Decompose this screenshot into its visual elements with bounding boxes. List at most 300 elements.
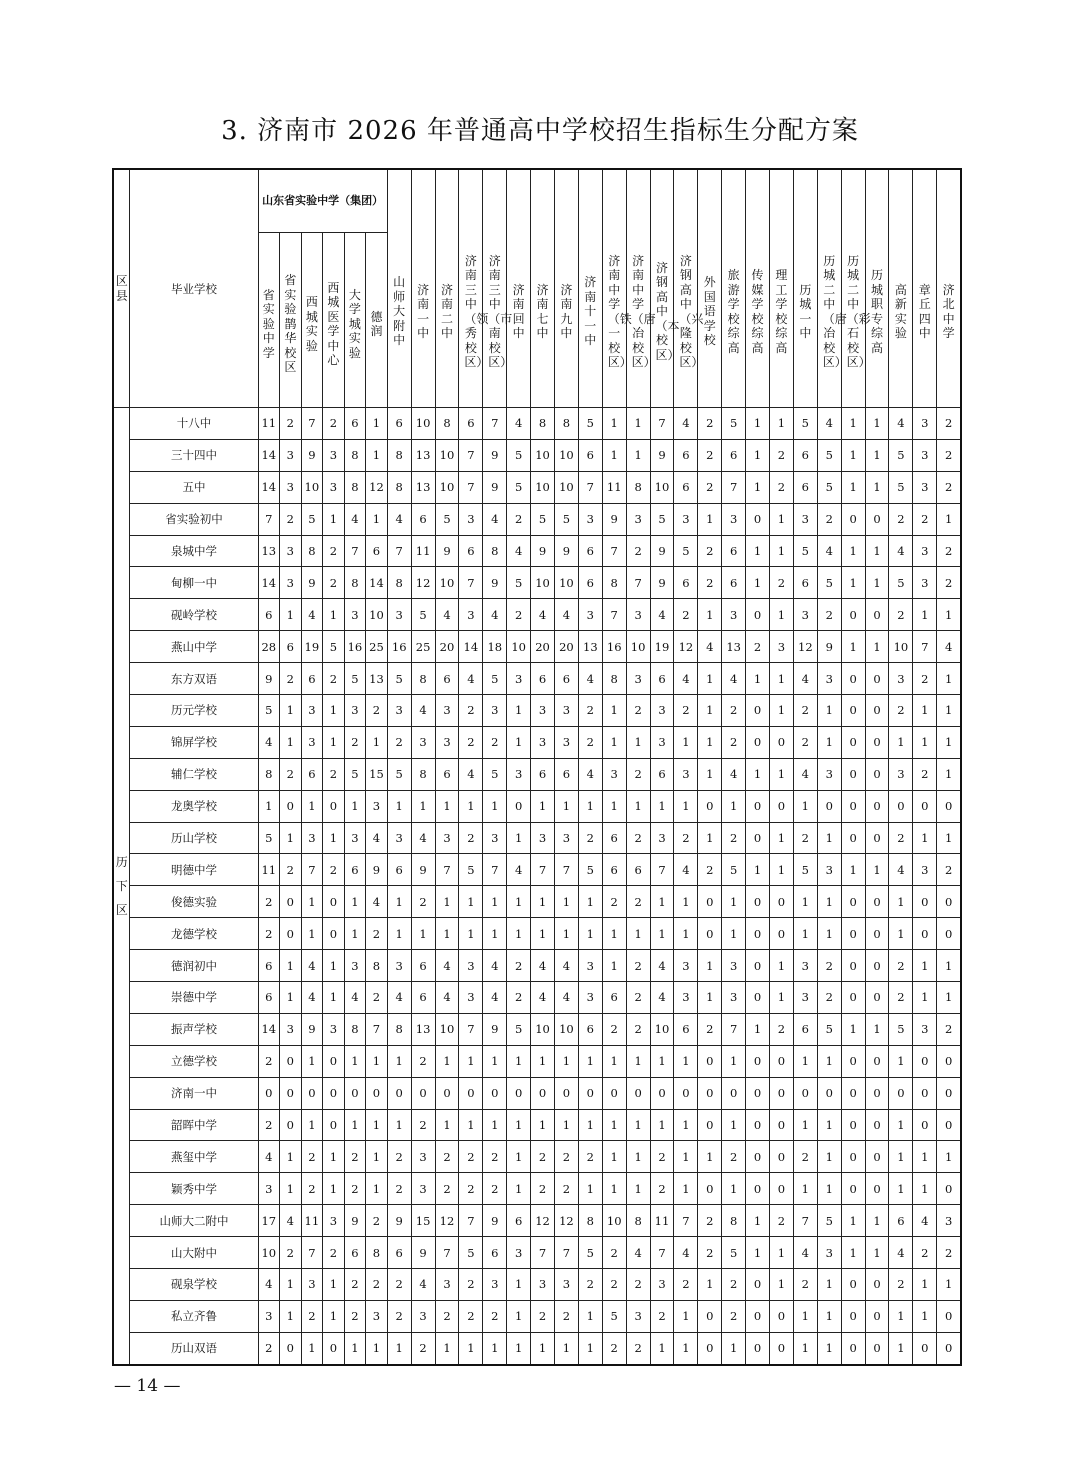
- column-header: 济南中学（唐冶校区）: [626, 169, 650, 408]
- table-row: [113, 790, 961, 822]
- quota-cell: 0: [387, 1077, 411, 1109]
- quota-cell: 10: [435, 439, 459, 471]
- quota-cell: 9: [650, 439, 674, 471]
- quota-cell: 7: [626, 567, 650, 599]
- quota-cell: 1: [770, 854, 794, 886]
- quota-cell: 6: [301, 758, 323, 790]
- quota-cell: 4: [459, 758, 483, 790]
- quota-cell: 13: [411, 439, 435, 471]
- quota-cell: 3: [722, 599, 746, 631]
- quota-cell: 1: [507, 695, 531, 727]
- table-row: [113, 886, 961, 918]
- quota-cell: 5: [483, 663, 507, 695]
- quota-cell: 0: [770, 1332, 794, 1364]
- school-name-cell: 山大附中: [130, 1237, 258, 1269]
- quota-cell: 3: [280, 535, 302, 567]
- quota-cell: 6: [674, 439, 698, 471]
- quota-cell: 1: [913, 950, 937, 982]
- quota-cell: 0: [323, 886, 345, 918]
- quota-cell: 0: [746, 1141, 770, 1173]
- quota-cell: 6: [411, 503, 435, 535]
- quota-cell: 3: [674, 758, 698, 790]
- quota-cell: 8: [366, 1237, 388, 1269]
- quota-cell: 1: [937, 599, 961, 631]
- school-name-cell: 龙德学校: [130, 918, 258, 950]
- quota-cell: 8: [387, 471, 411, 503]
- table-row: [113, 599, 961, 631]
- quota-cell: 2: [889, 599, 913, 631]
- quota-cell: 3: [435, 726, 459, 758]
- quota-cell: 12: [674, 631, 698, 663]
- quota-cell: 6: [258, 950, 280, 982]
- quota-cell: 0: [770, 886, 794, 918]
- quota-cell: 18: [483, 631, 507, 663]
- quota-cell: 0: [746, 1269, 770, 1301]
- quota-cell: 2: [793, 726, 817, 758]
- quota-cell: 0: [841, 1109, 865, 1141]
- quota-cell: 1: [507, 918, 531, 950]
- quota-cell: 7: [602, 599, 626, 631]
- quota-cell: 1: [722, 790, 746, 822]
- quota-cell: 0: [698, 1077, 722, 1109]
- quota-cell: 1: [531, 790, 555, 822]
- quota-cell: 2: [770, 567, 794, 599]
- quota-cell: 2: [387, 726, 411, 758]
- quota-cell: 4: [301, 950, 323, 982]
- quota-cell: 5: [344, 758, 366, 790]
- column-header: 章丘四中: [913, 169, 937, 408]
- quota-cell: 6: [793, 439, 817, 471]
- quota-cell: 3: [793, 982, 817, 1014]
- quota-cell: 5: [793, 854, 817, 886]
- quota-cell: 2: [770, 439, 794, 471]
- quota-cell: 1: [889, 918, 913, 950]
- quota-cell: 1: [889, 726, 913, 758]
- quota-cell: 1: [435, 1332, 459, 1364]
- quota-cell: 2: [698, 567, 722, 599]
- quota-cell: 8: [411, 663, 435, 695]
- quota-cell: 6: [554, 663, 578, 695]
- quota-cell: 0: [889, 790, 913, 822]
- school-name-cell: 明德中学: [130, 854, 258, 886]
- quota-cell: 3: [258, 1173, 280, 1205]
- quota-cell: 1: [435, 886, 459, 918]
- quota-cell: 3: [280, 439, 302, 471]
- quota-cell: 0: [411, 1077, 435, 1109]
- column-header: 济南回中: [507, 169, 531, 408]
- quota-cell: 8: [387, 439, 411, 471]
- quota-cell: 5: [722, 854, 746, 886]
- quota-cell: 1: [435, 918, 459, 950]
- quota-cell: 2: [578, 822, 602, 854]
- quota-cell: 1: [913, 599, 937, 631]
- quota-cell: 0: [889, 1077, 913, 1109]
- quota-cell: 2: [387, 1173, 411, 1205]
- quota-cell: 10: [531, 471, 555, 503]
- quota-cell: 5: [817, 471, 841, 503]
- quota-cell: 0: [817, 790, 841, 822]
- quota-cell: 0: [865, 503, 889, 535]
- quota-cell: 3: [435, 695, 459, 727]
- table-row: [113, 1332, 961, 1364]
- quota-cell: 1: [323, 1300, 345, 1332]
- quota-cell: 9: [483, 439, 507, 471]
- quota-cell: 0: [770, 1109, 794, 1141]
- quota-cell: 1: [770, 758, 794, 790]
- column-header: 济钢高中（兴隆校区）: [674, 169, 698, 408]
- quota-cell: 2: [578, 1269, 602, 1301]
- quota-cell: 5: [507, 439, 531, 471]
- quota-cell: 2: [411, 1109, 435, 1141]
- quota-cell: 3: [674, 982, 698, 1014]
- quota-cell: 5: [323, 631, 345, 663]
- school-name-cell: 辅仁学校: [130, 758, 258, 790]
- quota-cell: 2: [746, 631, 770, 663]
- quota-cell: 1: [722, 1045, 746, 1077]
- quota-cell: 1: [554, 886, 578, 918]
- quota-cell: 1: [507, 1045, 531, 1077]
- quota-cell: 6: [366, 535, 388, 567]
- quota-cell: 0: [323, 1332, 345, 1364]
- quota-cell: 5: [507, 471, 531, 503]
- quota-cell: 0: [841, 886, 865, 918]
- quota-cell: 1: [841, 471, 865, 503]
- quota-cell: 12: [366, 471, 388, 503]
- quota-cell: 3: [913, 439, 937, 471]
- quota-cell: 1: [301, 1109, 323, 1141]
- quota-cell: 3: [793, 503, 817, 535]
- table-row: [113, 439, 961, 471]
- quota-cell: 2: [301, 1141, 323, 1173]
- quota-cell: 1: [483, 790, 507, 822]
- quota-cell: 1: [817, 918, 841, 950]
- quota-cell: 1: [507, 1173, 531, 1205]
- quota-cell: 0: [698, 790, 722, 822]
- quota-cell: 1: [626, 726, 650, 758]
- quota-cell: 2: [459, 1141, 483, 1173]
- quota-cell: 2: [722, 1141, 746, 1173]
- quota-cell: 0: [722, 1077, 746, 1109]
- quota-cell: 2: [366, 1269, 388, 1301]
- quota-cell: 6: [387, 1237, 411, 1269]
- quota-cell: 0: [937, 790, 961, 822]
- school-name-cell: 济南一中: [130, 1077, 258, 1109]
- quota-cell: 0: [937, 886, 961, 918]
- quota-cell: 1: [626, 1109, 650, 1141]
- quota-cell: 7: [578, 471, 602, 503]
- quota-cell: 0: [746, 1109, 770, 1141]
- quota-cell: 9: [483, 1205, 507, 1237]
- quota-cell: 12: [435, 1205, 459, 1237]
- table-row: [113, 535, 961, 567]
- quota-cell: 3: [323, 1013, 345, 1045]
- quota-cell: 7: [793, 1205, 817, 1237]
- column-header: 理工学校综高: [770, 169, 794, 408]
- quota-cell: 6: [722, 439, 746, 471]
- quota-cell: 1: [280, 599, 302, 631]
- quota-cell: 10: [554, 567, 578, 599]
- quota-cell: 13: [411, 1013, 435, 1045]
- quota-cell: 4: [366, 822, 388, 854]
- quota-cell: 8: [722, 1205, 746, 1237]
- quota-cell: 0: [770, 1173, 794, 1205]
- quota-cell: 10: [650, 1013, 674, 1045]
- quota-cell: 1: [411, 790, 435, 822]
- quota-cell: 0: [937, 918, 961, 950]
- quota-cell: 1: [674, 1141, 698, 1173]
- quota-cell: 2: [937, 535, 961, 567]
- quota-cell: 1: [507, 822, 531, 854]
- quota-cell: 1: [387, 790, 411, 822]
- quota-cell: 0: [746, 790, 770, 822]
- quota-cell: 0: [865, 982, 889, 1014]
- quota-cell: 1: [698, 1141, 722, 1173]
- quota-cell: 1: [531, 886, 555, 918]
- quota-cell: 0: [366, 1077, 388, 1109]
- quota-cell: 11: [650, 1205, 674, 1237]
- quota-cell: 2: [344, 1141, 366, 1173]
- quota-cell: 3: [531, 695, 555, 727]
- quota-cell: 2: [722, 1300, 746, 1332]
- quota-cell: 0: [841, 1269, 865, 1301]
- quota-cell: 3: [913, 535, 937, 567]
- quota-cell: 6: [280, 631, 302, 663]
- quota-cell: 0: [698, 1300, 722, 1332]
- quota-cell: 4: [554, 950, 578, 982]
- quota-cell: 0: [280, 1332, 302, 1364]
- quota-cell: 1: [817, 695, 841, 727]
- quota-cell: 6: [626, 854, 650, 886]
- quota-cell: 4: [531, 982, 555, 1014]
- quota-cell: 1: [865, 1013, 889, 1045]
- column-header: 济南二中: [435, 169, 459, 408]
- quota-cell: 1: [865, 631, 889, 663]
- quota-cell: 1: [937, 1269, 961, 1301]
- quota-cell: 4: [650, 982, 674, 1014]
- quota-cell: 1: [344, 1332, 366, 1364]
- quota-cell: 0: [746, 1173, 770, 1205]
- table-row: [113, 567, 961, 599]
- quota-cell: 1: [865, 1237, 889, 1269]
- quota-cell: 2: [722, 822, 746, 854]
- quota-cell: 1: [459, 1045, 483, 1077]
- quota-cell: 2: [366, 695, 388, 727]
- quota-cell: 2: [626, 886, 650, 918]
- quota-cell: 10: [531, 1013, 555, 1045]
- quota-cell: 2: [913, 758, 937, 790]
- quota-cell: 2: [817, 503, 841, 535]
- quota-cell: 1: [817, 1141, 841, 1173]
- quota-cell: 0: [841, 1045, 865, 1077]
- school-name-cell: 龙奥学校: [130, 790, 258, 822]
- quota-cell: 0: [280, 1045, 302, 1077]
- quota-cell: 2: [459, 1300, 483, 1332]
- quota-cell: 3: [722, 982, 746, 1014]
- quota-cell: 0: [280, 790, 302, 822]
- quota-cell: 1: [578, 790, 602, 822]
- quota-cell: 5: [387, 758, 411, 790]
- quota-cell: 1: [459, 790, 483, 822]
- quota-cell: 3: [366, 790, 388, 822]
- table-row: [113, 1141, 961, 1173]
- table-row: [113, 1013, 961, 1045]
- quota-cell: 15: [411, 1205, 435, 1237]
- column-header: 济南七中: [531, 169, 555, 408]
- quota-cell: 10: [531, 567, 555, 599]
- school-name-cell: 俊德实验: [130, 886, 258, 918]
- quota-cell: 1: [483, 1332, 507, 1364]
- quota-cell: 0: [770, 1077, 794, 1109]
- quota-cell: 7: [913, 631, 937, 663]
- quota-cell: 6: [674, 567, 698, 599]
- quota-cell: 9: [531, 535, 555, 567]
- quota-cell: 4: [889, 535, 913, 567]
- quota-cell: 0: [865, 822, 889, 854]
- quota-cell: 6: [578, 535, 602, 567]
- quota-cell: 6: [674, 471, 698, 503]
- quota-cell: 2: [258, 1332, 280, 1364]
- quota-cell: 2: [937, 1013, 961, 1045]
- quota-cell: 1: [483, 886, 507, 918]
- quota-cell: 6: [531, 758, 555, 790]
- quota-cell: 3: [578, 950, 602, 982]
- quota-cell: 0: [554, 1077, 578, 1109]
- quota-cell: 1: [554, 918, 578, 950]
- quota-cell: 8: [411, 758, 435, 790]
- quota-cell: 5: [817, 439, 841, 471]
- quota-cell: 0: [746, 1045, 770, 1077]
- quota-cell: 1: [301, 1045, 323, 1077]
- quota-cell: 1: [793, 1173, 817, 1205]
- quota-cell: 7: [483, 854, 507, 886]
- quota-cell: 1: [889, 886, 913, 918]
- quota-cell: 9: [387, 1205, 411, 1237]
- quota-cell: 2: [531, 1141, 555, 1173]
- quota-cell: 0: [937, 1077, 961, 1109]
- quota-cell: 2: [258, 918, 280, 950]
- quota-cell: 1: [722, 886, 746, 918]
- school-name-cell: 省实验初中: [130, 503, 258, 535]
- quota-cell: 8: [344, 567, 366, 599]
- quota-cell: 0: [913, 1045, 937, 1077]
- quota-cell: 1: [650, 918, 674, 950]
- quota-cell: 4: [435, 982, 459, 1014]
- quota-cell: 2: [507, 503, 531, 535]
- quota-cell: 3: [507, 758, 531, 790]
- quota-cell: 11: [258, 408, 280, 440]
- quota-cell: 3: [626, 663, 650, 695]
- table-row: [113, 408, 961, 440]
- quota-cell: 4: [937, 631, 961, 663]
- quota-cell: 3: [366, 1300, 388, 1332]
- quota-cell: 1: [746, 471, 770, 503]
- quota-cell: 1: [578, 886, 602, 918]
- quota-cell: 1: [817, 822, 841, 854]
- quota-cell: 2: [698, 1013, 722, 1045]
- quota-cell: 1: [301, 790, 323, 822]
- quota-cell: 2: [674, 695, 698, 727]
- quota-cell: 8: [435, 408, 459, 440]
- quota-cell: 2: [531, 1300, 555, 1332]
- quota-cell: 0: [507, 1077, 531, 1109]
- quota-cell: 2: [258, 886, 280, 918]
- quota-cell: 2: [793, 695, 817, 727]
- quota-cell: 1: [770, 408, 794, 440]
- quota-cell: 2: [817, 982, 841, 1014]
- quota-cell: 1: [746, 663, 770, 695]
- quota-cell: 11: [258, 854, 280, 886]
- quota-cell: 2: [793, 822, 817, 854]
- quota-cell: 0: [865, 1141, 889, 1173]
- quota-cell: 3: [578, 982, 602, 1014]
- quota-cell: 1: [602, 726, 626, 758]
- quota-cell: 1: [889, 1141, 913, 1173]
- quota-cell: 4: [344, 982, 366, 1014]
- quota-cell: 11: [602, 471, 626, 503]
- quota-cell: 6: [578, 1013, 602, 1045]
- quota-cell: 9: [554, 535, 578, 567]
- quota-cell: 5: [650, 503, 674, 535]
- quota-cell: 6: [578, 567, 602, 599]
- quota-cell: 3: [387, 695, 411, 727]
- quota-cell: 2: [323, 854, 345, 886]
- group-subcolumn-header: 西城实验: [301, 233, 323, 408]
- quota-cell: 1: [323, 695, 345, 727]
- group-subcolumn-header: 省实验鹊华校区: [280, 233, 302, 408]
- quota-cell: 1: [770, 695, 794, 727]
- quota-cell: 3: [387, 822, 411, 854]
- quota-cell: 0: [913, 918, 937, 950]
- quota-cell: 2: [366, 1205, 388, 1237]
- quota-cell: 2: [387, 1269, 411, 1301]
- quota-cell: 7: [650, 1237, 674, 1269]
- quota-cell: 9: [258, 663, 280, 695]
- quota-cell: 3: [650, 695, 674, 727]
- quota-cell: 5: [793, 408, 817, 440]
- quota-cell: 1: [817, 1109, 841, 1141]
- quota-cell: 3: [937, 1205, 961, 1237]
- quota-cell: 2: [411, 1045, 435, 1077]
- quota-cell: 7: [722, 1013, 746, 1045]
- table-row: [113, 1237, 961, 1269]
- quota-cell: 2: [435, 1141, 459, 1173]
- quota-cell: 2: [280, 503, 302, 535]
- quota-cell: 1: [650, 886, 674, 918]
- quota-cell: 3: [323, 439, 345, 471]
- quota-cell: 1: [770, 503, 794, 535]
- quota-cell: 1: [722, 918, 746, 950]
- school-name-cell: 历元学校: [130, 695, 258, 727]
- quota-cell: 0: [865, 918, 889, 950]
- quota-cell: 0: [746, 599, 770, 631]
- column-header: 历城职专综高: [865, 169, 889, 408]
- quota-cell: 6: [258, 599, 280, 631]
- quota-cell: 0: [280, 1109, 302, 1141]
- quota-cell: 0: [841, 1332, 865, 1364]
- quota-cell: 3: [674, 503, 698, 535]
- quota-cell: 0: [698, 886, 722, 918]
- quota-cell: 0: [865, 758, 889, 790]
- quota-cell: 0: [817, 1077, 841, 1109]
- quota-cell: 1: [507, 1300, 531, 1332]
- quota-cell: 2: [937, 567, 961, 599]
- quota-cell: 0: [602, 1077, 626, 1109]
- quota-cell: 1: [937, 950, 961, 982]
- quota-cell: 7: [301, 1237, 323, 1269]
- quota-cell: 8: [602, 663, 626, 695]
- quota-cell: 1: [554, 790, 578, 822]
- quota-cell: 0: [865, 886, 889, 918]
